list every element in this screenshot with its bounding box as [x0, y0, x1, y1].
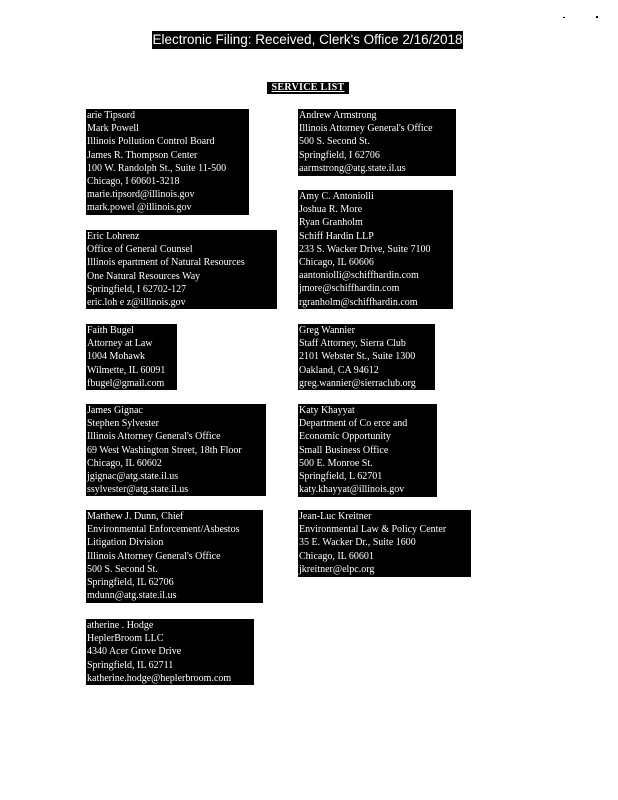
scan-speck [563, 17, 565, 18]
contact-line: Jean-Luc Kreitner [299, 511, 372, 522]
service-list-title: SERVICE LIST [267, 82, 349, 94]
contact-line: Faith Bugel [87, 325, 134, 336]
contact-line: Illinois Attorney General's Office [87, 550, 221, 562]
contact-line: Illinois Attorney General's Office [299, 123, 433, 135]
contact-line: Department of Co erce and [299, 418, 408, 430]
contact-line: 4340 Acer Grove Drive [87, 646, 182, 658]
contact-line: One Natural Resources Way [87, 270, 201, 282]
contact-line: HeplerBroom LLC [87, 633, 164, 645]
contact-line: Springfield, I 62702-127 [87, 283, 187, 295]
contact-kreitner [298, 510, 471, 577]
contact-line: Staff Attorney, Sierra Club [299, 338, 406, 350]
contact-line: James Gignac [87, 405, 143, 416]
contact-line: 500 S. Second St. [87, 563, 158, 575]
contact-line: Mark Powell [87, 123, 139, 135]
contact-line: atherine . Hodge [87, 620, 154, 631]
contact-line: 233 S. Wacker Drive, Suite 7100 [299, 243, 431, 255]
contact-line: Springfield, I 62706 [299, 149, 380, 161]
contact-line: James R. Thompson Center [87, 149, 198, 161]
contact-line: 69 West Washington Street, 18th Floor [87, 444, 242, 456]
contact-line: Eric Lohrenz [87, 231, 140, 242]
contact-line: Litigation Division [87, 537, 164, 549]
contact-line: Amy C. Antoniolli [299, 191, 374, 202]
contact-line: greg.wannier@sierraclub.org [299, 377, 416, 389]
contact-line: mark.powel @illinois.gov [87, 202, 192, 214]
contact-antoniolli-more-granholm [298, 190, 453, 309]
scan-speck [596, 16, 598, 18]
contact-line: Ryan Granholm [299, 217, 363, 229]
contact-armstrong [298, 109, 456, 176]
contact-bugel [86, 324, 177, 390]
contact-line: Katy Khayyat [299, 405, 355, 416]
contact-line: Oakland, CA 94612 [299, 364, 379, 376]
contact-line: 500 E. Monroe St. [299, 457, 373, 469]
contact-line: Greg Wannier [299, 325, 355, 336]
contact-line: arie Tipsord [87, 110, 136, 121]
contact-line: Chicago, IL 60602 [87, 457, 162, 469]
contact-tipsord-powell [86, 109, 249, 215]
contact-line: Economic Opportunity [299, 431, 391, 443]
contact-line: Illinois Pollution Control Board [87, 136, 215, 148]
contact-line: eric.loh e z@illinois.gov [87, 296, 186, 308]
contact-line: marie.tipsord@illinois.gov [87, 189, 195, 201]
contact-line: ssylvester@atg.state.il.us [87, 484, 189, 496]
contact-line: fbugel@gmail.com [87, 377, 165, 389]
contact-line: 100 W. Randolph St., Suite 11-500 [87, 162, 227, 174]
contact-line: katy.khayyat@illinois.gov [299, 484, 405, 496]
contact-line: Joshua R. More [299, 204, 363, 216]
contact-line: aantoniolli@schiffhardin.com [299, 270, 419, 282]
filing-stamp-header: Electronic Filing: Received, Clerk's Office 2/16/2018 [152, 32, 463, 47]
contact-line: Springfield, IL 62711 [87, 659, 174, 671]
contact-line: Matthew J. Dunn, Chief [87, 511, 184, 522]
contact-line: 2101 Webster St., Suite 1300 [299, 351, 416, 363]
contact-dunn [86, 510, 263, 603]
contact-line: Schiff Hardin LLP [299, 230, 374, 242]
contact-line: 500 S. Second St. [299, 136, 370, 148]
contact-line: jmore@schiffhardin.com [299, 283, 400, 295]
contact-line: katherine.hodge@heplerbroom.com [87, 672, 232, 684]
contact-line: Chicago, I 60601-3218 [87, 175, 180, 187]
contact-line: Small Business Office [299, 444, 389, 456]
contact-khayyat [298, 404, 437, 497]
contact-line: Attorney at Law [87, 338, 153, 350]
contact-line: Office of General Counsel [87, 244, 193, 256]
contact-hodge [86, 619, 254, 685]
contact-line: Wilmette, IL 60091 [87, 364, 166, 376]
contact-line: jgignac@atg.state.il.us [87, 470, 179, 482]
contact-line: Chicago, IL 60601 [299, 550, 374, 562]
contact-gignac-sylvester [86, 404, 266, 496]
contact-line: Andrew Armstrong [299, 110, 377, 121]
contact-line: Springfield, IL 62706 [87, 576, 174, 588]
contact-lohrenz [86, 230, 277, 309]
contact-line: Illinois epartment of Natural Resources [87, 257, 245, 269]
contact-line: Environmental Enforcement/Asbestos [87, 524, 240, 536]
contact-line: aarmstrong@atg.state.il.us [299, 162, 406, 174]
contact-line: Springfield, L 62701 [299, 470, 383, 482]
contact-line: mdunn@atg.state.il.us [87, 590, 177, 602]
contact-wannier [298, 324, 435, 390]
contact-line: Chicago, IL 60606 [299, 256, 374, 268]
contact-line: Illinois Attorney General's Office [87, 431, 221, 443]
contact-line: 35 E. Wacker Dr., Suite 1600 [299, 537, 416, 549]
contact-line: Environmental Law & Policy Center [299, 524, 447, 536]
contact-line: Stephen Sylvester [87, 418, 159, 430]
contact-line: 1004 Mohawk [87, 351, 146, 363]
contact-line: jkreitner@elpc.org [299, 563, 375, 575]
contact-line: rgranholm@schiffhardin.com [299, 296, 418, 308]
